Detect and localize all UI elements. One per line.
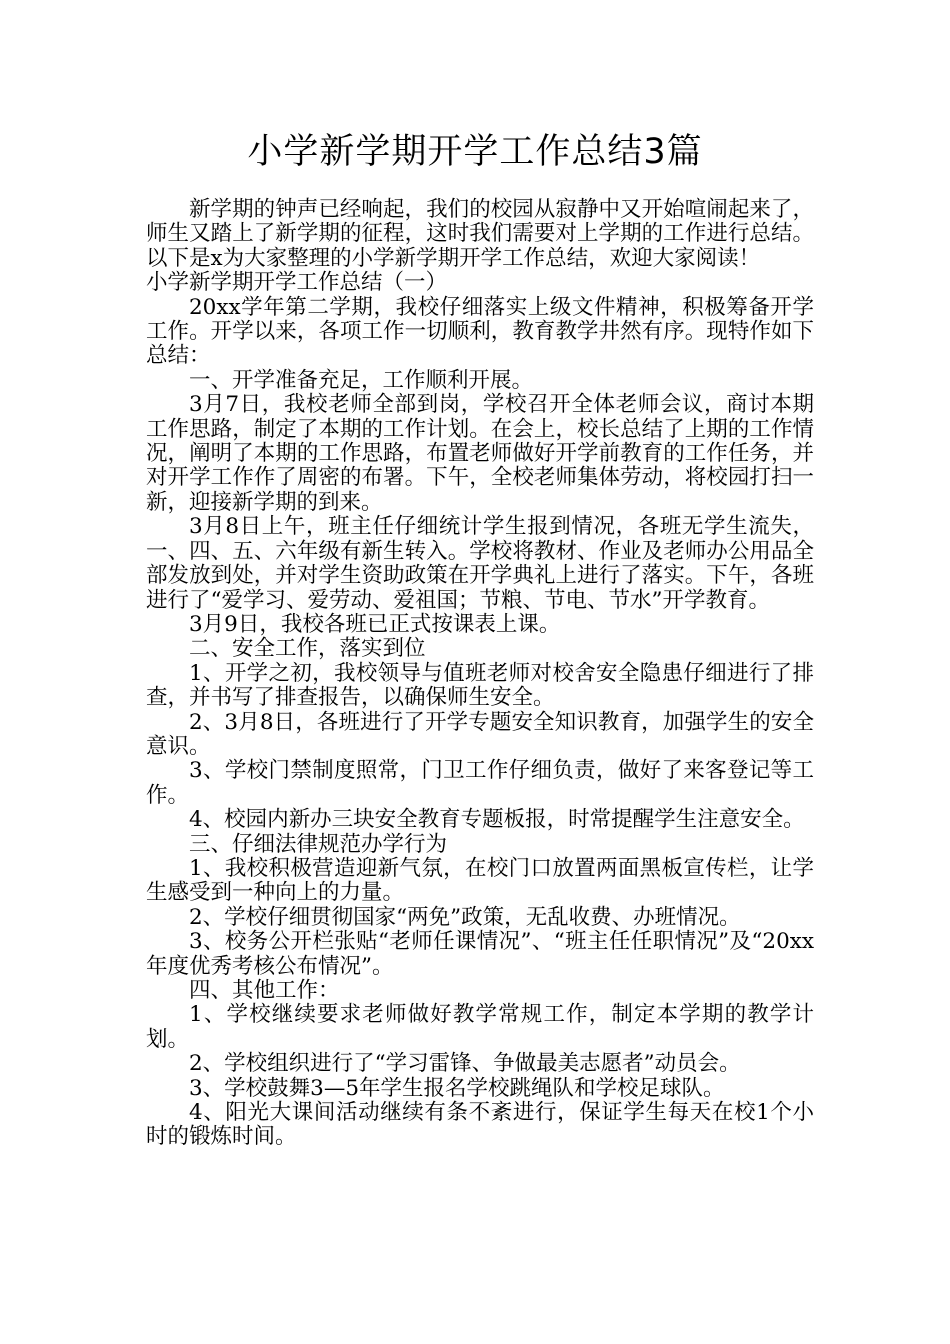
body-paragraph: 4、阳光大课间活动继续有条不紊进行，保证学生每天在校1个小时的锻炼时间。 (146, 1100, 814, 1150)
body-paragraph: 3月7日，我校老师全部到岗，学校召开全体老师会议，商讨本期工作思路，制定了本期的工作计划。在会上，校长总结了上期的工作情况，阐明了本期的工作思路，布置老师做好开学前教育的工作任务，并对开学工作作了周密的布署。下午，全校老师集体劳动，将校园打扫一新，迎接新学期的到来。 (146, 392, 814, 515)
body-paragraph: 三、仔细法律规范办学行为 (189, 831, 448, 857)
body-paragraph: 3月9日，我校各班已正式按课表上课。 (189, 611, 561, 637)
document-title: 小学新学期开学工作总结3篇 (247, 132, 703, 172)
body-paragraph: 2、学校组织进行了“学习雷锋、争做最美志愿者”动员会。 (189, 1051, 741, 1077)
body-paragraph: 1、开学之初，我校领导与值班老师对校舍安全隐患仔细进行了排查，并书写了排查报告，以确保师生安全。 (146, 660, 814, 711)
body-paragraph: 新学期的钟声已经响起，我们的校园从寂静中又开始喧闹起来了，师生又踏上了新学期的征程，这时我们需要对上学期的工作进行总结。以下是x为大家整理的小学新学期开学工作总结，欢迎大家阅读！ (146, 197, 814, 271)
document-body (146, 198, 814, 1150)
body-paragraph: 四、其他工作： (189, 978, 340, 1003)
body-paragraph: 一、开学准备充足，工作顺利开展。 (189, 367, 534, 393)
body-paragraph: 3、学校鼓舞3—5年学生报名学校跳绳队和学校足球队。 (189, 1075, 725, 1101)
body-paragraph: 3、学校门禁制度照常，门卫工作仔细负责，做好了来客登记等工作。 (146, 758, 814, 808)
body-paragraph: 1、我校积极营造迎新气氛，在校门口放置两面黑板宣传栏，让学生感受到一种向上的力量。 (146, 855, 814, 906)
body-paragraph: 3月8日上午，班主任仔细统计学生报到情况，各班无学生流失，一、四、五、六年级有新生转入。学校将教材、作业及老师办公用品全部发放到处，并对学生资助政策在开学典礼上进行了落实。下午，各班进行了“爱学习、爱劳动、爱祖国；节粮、节电、节水”开学教育。 (146, 514, 814, 613)
body-paragraph: 1、学校继续要求老师做好教学常规工作，制定本学期的教学计划。 (146, 1002, 814, 1052)
section-heading: 小学新学期开学工作总结（一） (146, 270, 448, 296)
body-paragraph: 4、校园内新办三块安全教育专题板报，时常提醒学生注意安全。 (189, 807, 805, 833)
body-paragraph: 3、校务公开栏张贴“老师任课情况”、“班主任任职情况”及“20xx年度优秀考核公布情况”。 (146, 929, 814, 979)
body-paragraph: 20xx学年第二学期，我校仔细落实上级文件精神，积极筹备开学工作。开学以来，各项工作一切顺利，教育教学井然有序。现特作如下总结： (146, 294, 814, 369)
body-paragraph: 2、学校仔细贯彻国家“两免”政策，无乱收费、办班情况。 (189, 904, 741, 930)
body-paragraph: 2、3月8日，各班进行了开学专题安全知识教育，加强学生的安全意识。 (146, 709, 814, 759)
body-paragraph: 二、安全工作，落实到位 (189, 636, 426, 662)
